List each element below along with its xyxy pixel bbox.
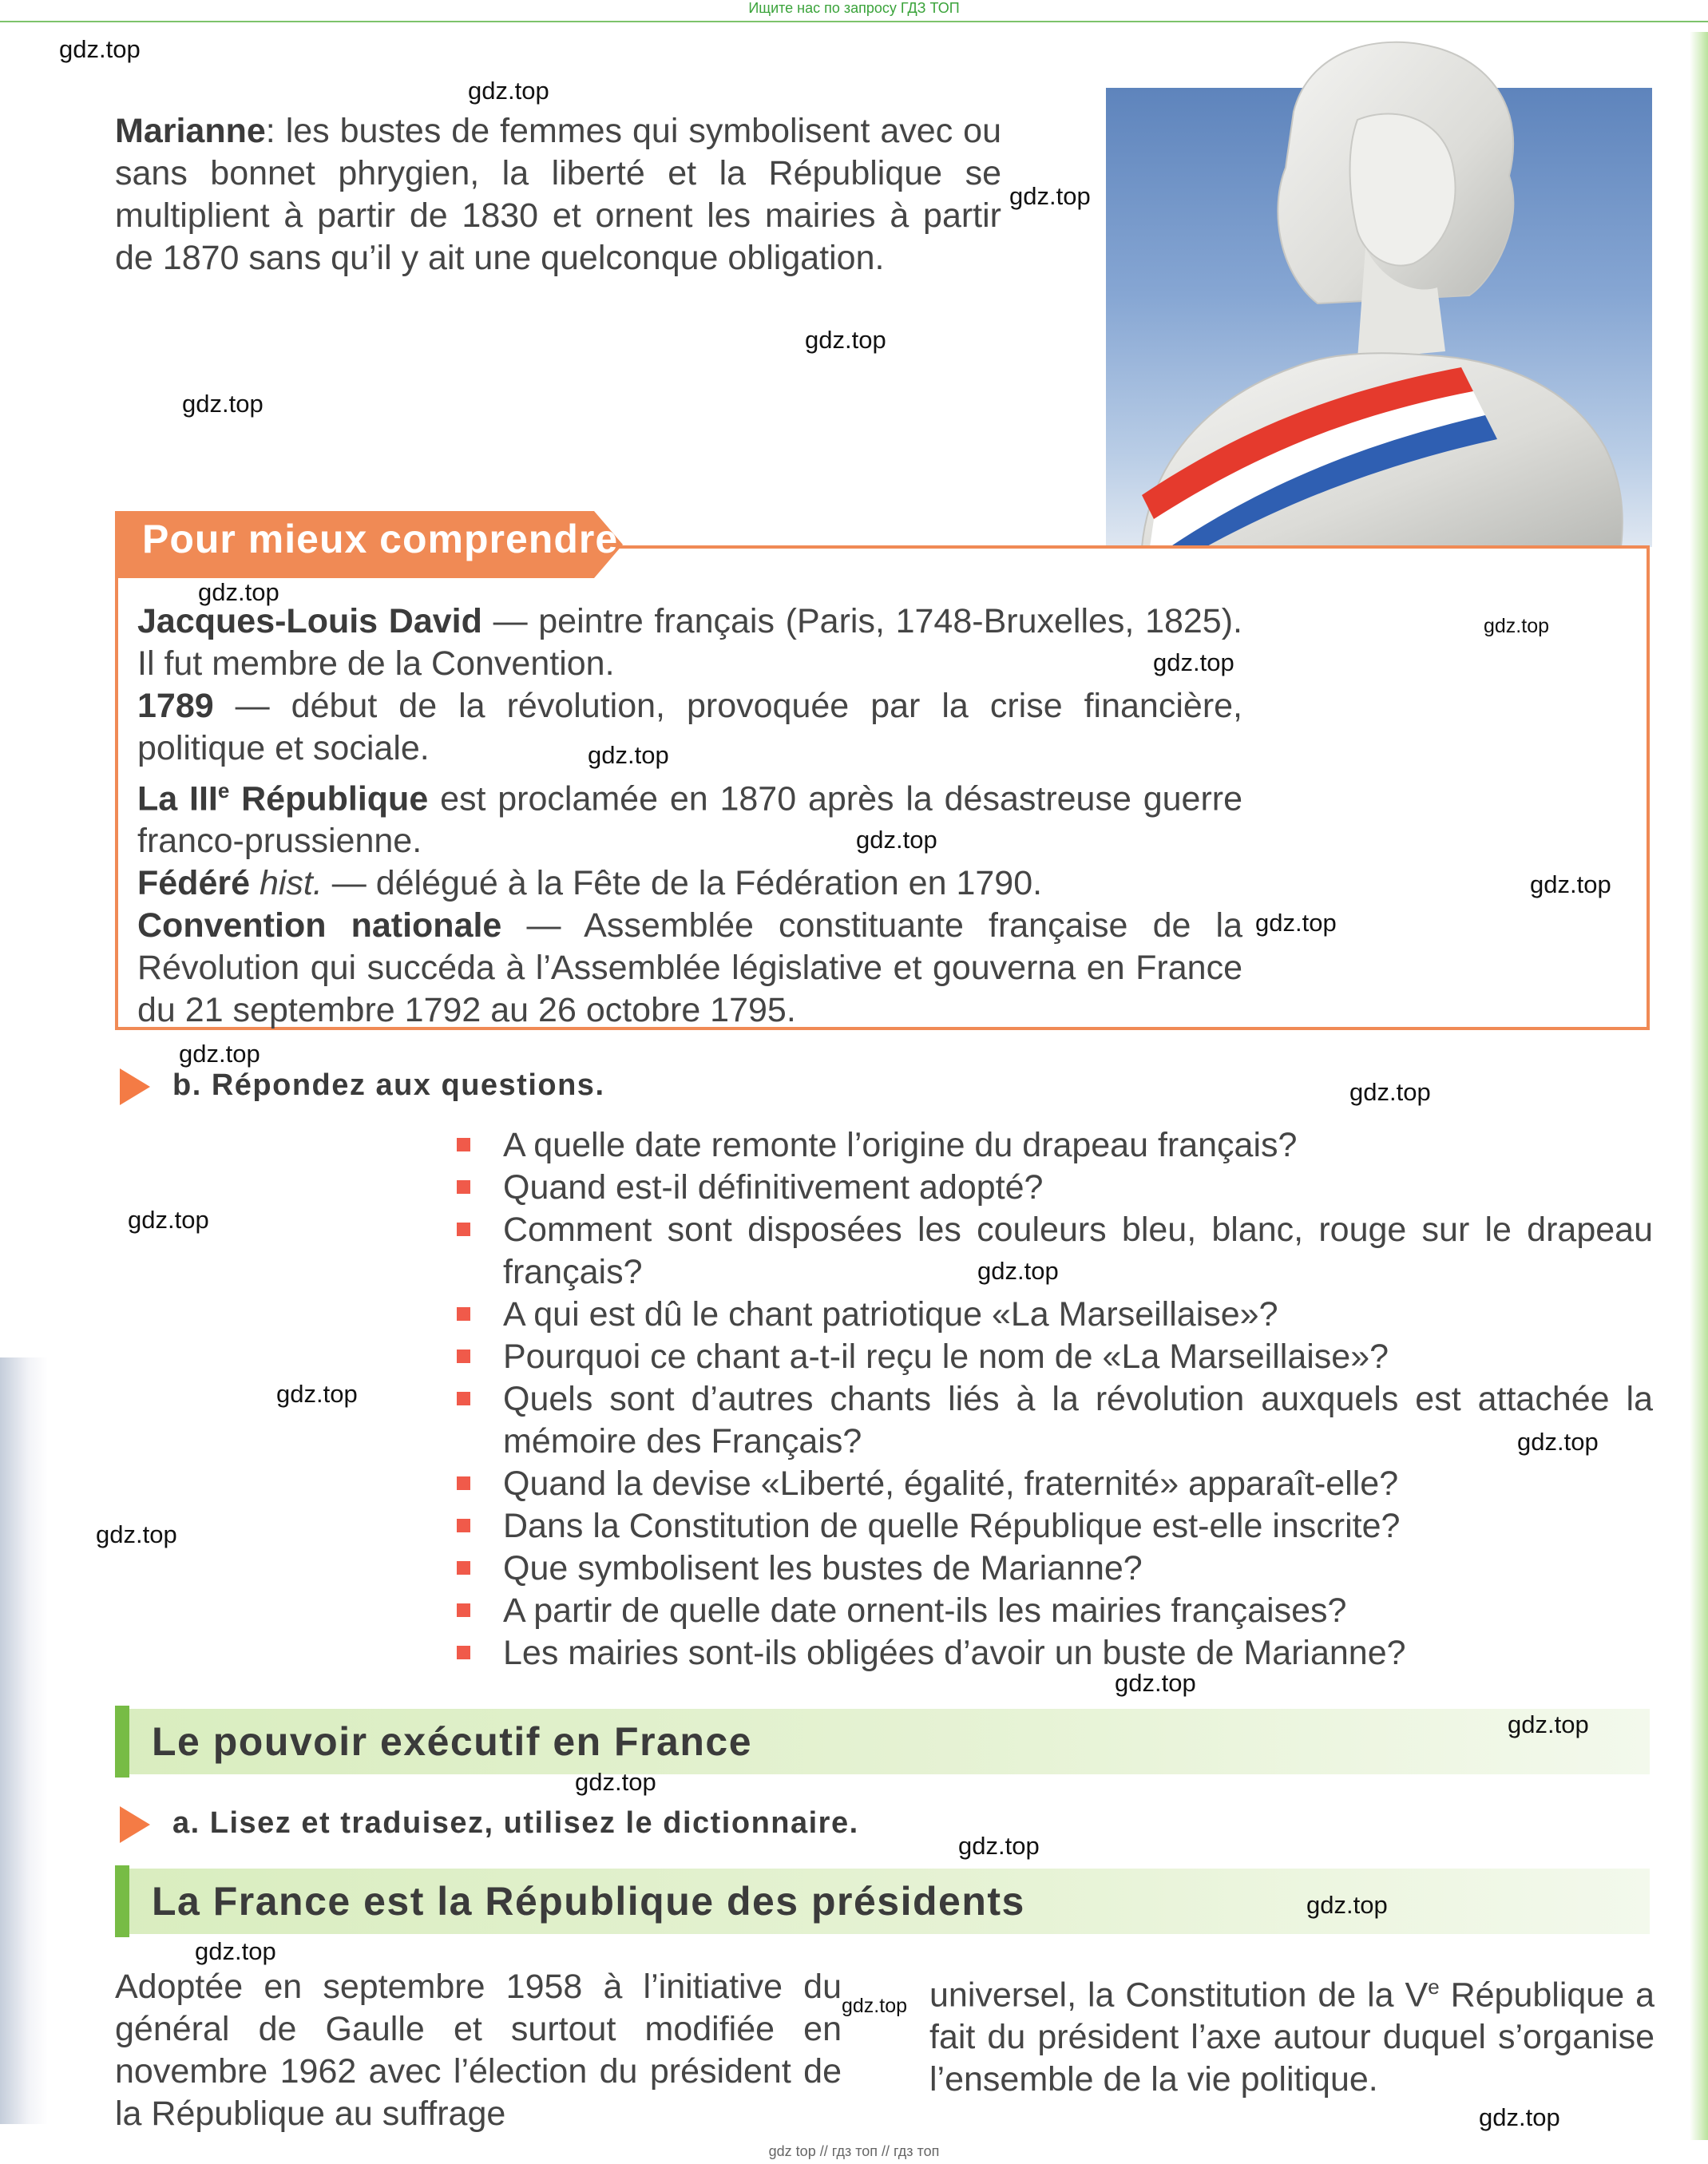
section-heading-republic-of-presidents: La France est la République des présidents	[152, 1879, 1025, 1924]
glossary-definition: — début de la révolution, provoquée par la crise financière, politique et sociale.	[137, 687, 1242, 767]
right-page-edge	[1690, 32, 1708, 2140]
section-heading-executive-power: Le pouvoir exécutif en France	[152, 1719, 753, 1764]
site-header: Ищите нас по запросу ГДЗ ТОП	[748, 0, 960, 16]
watermark: gdz.top	[1479, 2103, 1560, 2131]
watermark: gdz.top	[96, 1520, 177, 1548]
task-a: a. Lisez et traduisez, utilisez le dictionnaire.	[172, 1806, 859, 1840]
article-text: République a fait du président l’axe autour duquel s’organise l’ensemble de la vie politique.	[929, 1976, 1655, 2099]
glossary-term: La III	[137, 779, 218, 818]
watermark: gdz.top	[195, 1937, 276, 1965]
question-item: A quelle date remonte l’origine du drapeau français?	[452, 1124, 1653, 1167]
glossary-title: Pour mieux comprendre	[142, 517, 619, 561]
glossary-definition: est proclamée en 1870 après la désastreuse guerre franco-prussienne.	[137, 779, 1242, 861]
marianne-bust-image	[1094, 16, 1653, 547]
question-item: Comment sont disposées les couleurs bleu, blanc, rouge sur le drapeau français?	[452, 1209, 1653, 1294]
glossary-term: 1789	[137, 687, 214, 725]
watermark: gdz.top	[1115, 1669, 1196, 1697]
watermark: gdz.top	[588, 741, 669, 769]
watermark: gdz.top	[59, 35, 141, 63]
glossary-entry	[137, 600, 1242, 685]
watermark: gdz.top	[805, 326, 886, 354]
marianne-term: Marianne	[115, 112, 266, 150]
left-page-edge	[0, 1357, 48, 2124]
section-heading-marker	[115, 1706, 129, 1778]
glossary-term: République	[229, 779, 429, 818]
watermark: gdz.top	[182, 390, 264, 418]
glossary-entry	[137, 862, 1242, 905]
glossary-entry	[137, 685, 1242, 770]
watermark: gdz.top	[958, 1832, 1040, 1860]
glossary-abbrev: hist.	[250, 864, 323, 903]
glossary-entry	[137, 905, 1242, 1032]
watermark: gdz.top	[842, 1995, 908, 2017]
watermark: gdz.top	[1508, 1710, 1589, 1738]
task-b: b. Répondez aux questions.	[172, 1068, 605, 1102]
article-text: universel, la Constitution de la V	[929, 1976, 1429, 2015]
task-arrow-icon	[120, 1806, 150, 1843]
article-column-2	[929, 1966, 1655, 2101]
glossary-term: Convention nationale	[137, 906, 502, 945]
watermark: gdz.top	[1255, 909, 1337, 937]
glossary-definition: — peintre français (Paris, 1748-Bruxelles, 1825). Il fut membre de la Convention.	[137, 602, 1242, 683]
footer-text: gdz top // гдз топ // гдз топ	[768, 2143, 940, 2159]
glossary-term: Fédéré	[137, 864, 251, 903]
watermark: gdz.top	[1306, 1891, 1388, 1919]
question-item: Dans la Constitution de quelle République est-elle inscrite?	[452, 1505, 1653, 1548]
question-item: Pourquoi ce chant a-t-il reçu le nom de «La Marseillaise»?	[452, 1336, 1653, 1378]
watermark: gdz.top	[198, 578, 279, 606]
marianne-text: : les bustes de femmes qui symbolisent avec ou sans bonnet phrygien, la liberté et la République se multiplient à partir de 1830 et ornent les mairies à partir de 1870 sans qu’il y ait une quelconque obligation.	[115, 112, 1001, 277]
task-arrow-icon	[120, 1068, 150, 1105]
question-item: Que symbolisent les bustes de Marianne?	[452, 1548, 1653, 1590]
watermark: gdz.top	[1009, 182, 1091, 210]
watermark: gdz.top	[1349, 1078, 1431, 1106]
watermark: gdz.top	[276, 1380, 358, 1408]
glossary-definition: — Assemblée constituante française de la Révolution qui succéda à l’Assemblée législative et gouverna en France du 21 septembre 1792 au 26 octobre 1795.	[137, 906, 1242, 1030]
glossary-definition: — délégué à la Fête de la Fédération en 1790.	[322, 864, 1043, 903]
question-item: Les mairies sont-ils obligées d’avoir un buste de Marianne?	[452, 1632, 1653, 1675]
watermark: gdz.top	[977, 1257, 1059, 1285]
watermark: gdz.top	[856, 826, 937, 854]
glossary-term-superscript: e	[217, 779, 230, 803]
glossary-entries	[137, 600, 1242, 1032]
watermark: gdz.top	[1530, 870, 1611, 898]
question-item: Quand la devise «Liberté, égalité, fraternité» apparaît-elle?	[452, 1463, 1653, 1505]
glossary-entry	[137, 770, 1242, 862]
watermark: gdz.top	[1153, 648, 1234, 676]
watermark: gdz.top	[468, 77, 549, 105]
watermark: gdz.top	[1484, 615, 1550, 637]
question-item: Quand est-il définitivement adopté?	[452, 1167, 1653, 1209]
glossary-term: Jacques-Louis David	[137, 602, 482, 640]
questions-list	[452, 1124, 1653, 1675]
watermark: gdz.top	[128, 1206, 209, 1234]
section-heading-marker	[115, 1865, 129, 1937]
watermark: gdz.top	[1517, 1428, 1599, 1456]
article-superscript: e	[1428, 1975, 1440, 1999]
question-item: A qui est dû le chant patriotique «La Marseillaise»?	[452, 1294, 1653, 1336]
marianne-paragraph	[115, 110, 1001, 279]
question-item: Quels sont d’autres chants liés à la révolution auxquels est attachée la mémoire des Français?	[452, 1378, 1653, 1463]
watermark: gdz.top	[575, 1768, 656, 1796]
watermark: gdz.top	[179, 1040, 260, 1068]
article-column-1: Adoptée en septembre 1958 à l’initiative du général de Gaulle et surtout modifiée en novembre 1962 avec l’élection du président de la République au suffrage	[115, 1968, 842, 2133]
question-item: A partir de quelle date ornent-ils les mairies françaises?	[452, 1590, 1653, 1632]
